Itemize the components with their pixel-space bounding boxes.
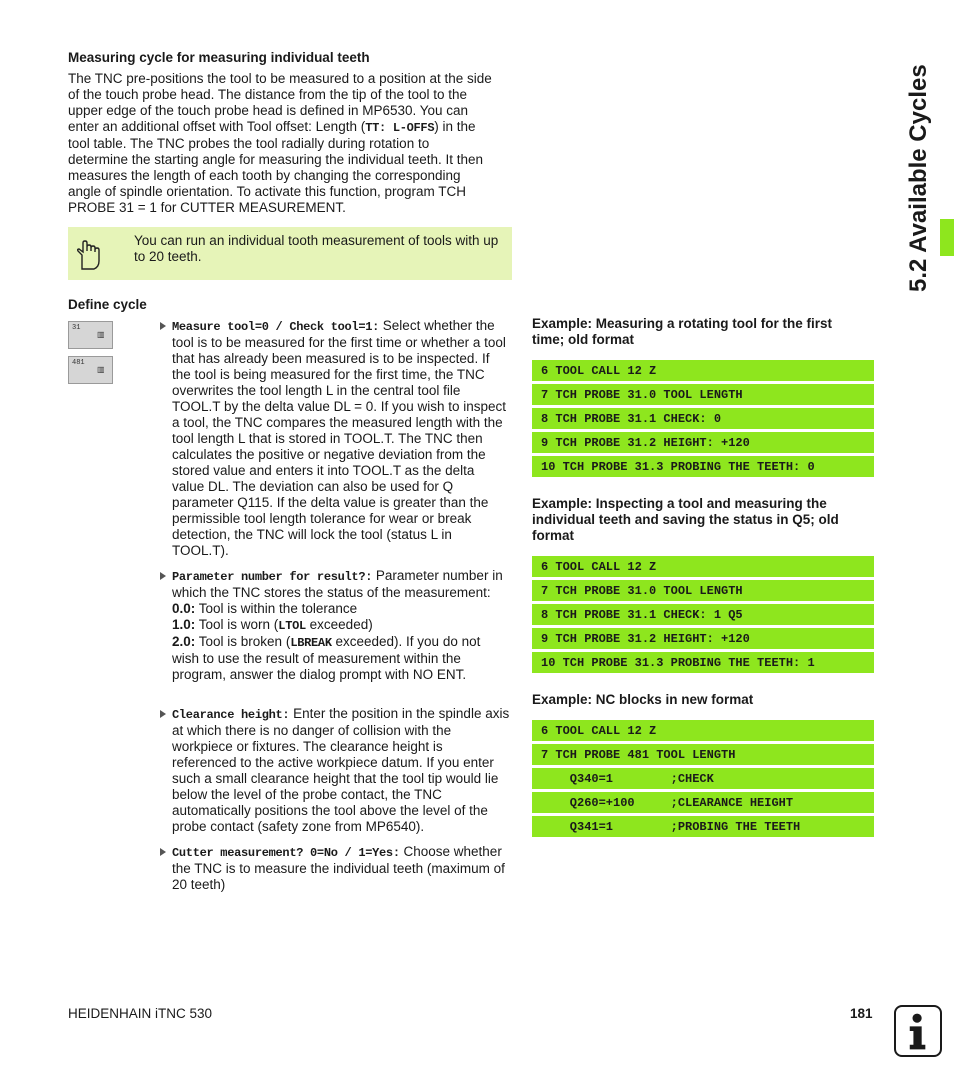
intro-inline-code: TT: L-OFFS: [365, 121, 435, 135]
result-text: Tool is within the tolerance: [195, 601, 358, 616]
intro-line: The TNC pre-positions the tool to be measured to a position at the side: [68, 71, 492, 86]
param-label: Parameter number for result?:: [172, 570, 373, 584]
result-text: Tool is worn (: [195, 617, 279, 632]
code-line: 7 TCH PROBE 481 TOOL LENGTH: [532, 744, 874, 765]
footer-publisher: HEIDENHAIN iTNC 530: [68, 1006, 213, 1021]
param-result-number: [160, 568, 510, 683]
result-text: Tool is broken (: [195, 634, 291, 649]
code-line: 10 TCH PROBE 31.3 PROBING THE TEETH: 1: [532, 652, 874, 673]
note-box: [68, 227, 512, 280]
code-line: 6 TOOL CALL 12 Z: [532, 720, 874, 741]
chapter-title-text: 5.2 Available Cycles: [905, 64, 932, 292]
code-line: 6 TOOL CALL 12 Z: [532, 556, 874, 577]
intro-line: of the touch probe head. The distance from the tip of the tool to the: [68, 87, 468, 102]
param-clearance-height: [160, 706, 510, 835]
example-heading: Example: NC blocks in new format: [532, 692, 754, 707]
param-desc: Choose whether the TNC is to measure the individual teeth (maximum of 20 teeth): [172, 844, 505, 892]
code-line: 6 TOOL CALL 12 Z: [532, 360, 874, 381]
code-line: 8 TCH PROBE 31.1 CHECK: 0: [532, 408, 874, 429]
result-text: exceeded): [305, 617, 373, 632]
intro-line: [68, 119, 513, 136]
probe-icon: ▥: [97, 365, 105, 374]
softkey-label: 31: [72, 324, 81, 332]
define-cycle-heading: Define cycle: [68, 297, 147, 312]
code-line: 9 TCH PROBE 31.2 HEIGHT: +120: [532, 432, 874, 453]
arrow-right-icon: [160, 710, 166, 718]
cycle-481-softkey[interactable]: [68, 356, 113, 384]
param-desc: Enter the position in the spindle axis at which there is no danger of collision with the workpiece or fixtures. The clearance height is referenced to the active workpiece datum. If you enter such a small clearance height that the tool tip would lie below the level of the probe contact, the TNC automatically positions the tool above the level of the probe contact (safety zone from MP6540).: [172, 706, 510, 834]
info-icon: [894, 1005, 942, 1057]
example-heading: Example: Measuring a rotating tool for the first time; old format: [532, 316, 833, 347]
param-label: Cutter measurement? 0=No / 1=Yes:: [172, 846, 400, 860]
result-code: LTOL: [278, 619, 306, 633]
intro-line: angle of spindle orientation. To activate this function, program TCH: [68, 184, 466, 199]
intro-line: determine the starting angle for measuring the individual teeth. It then: [68, 152, 483, 167]
code-block: [532, 556, 874, 676]
param-label: Measure tool=0 / Check tool=1:: [172, 320, 380, 334]
param-measure-check: [160, 318, 510, 559]
result-item: [172, 634, 510, 683]
code-line: Q341=1 ;PROBING THE TEETH: [532, 816, 874, 837]
result-item: [172, 617, 510, 634]
intro-line: upper edge of the touch probe head is defined in MP6530. You can: [68, 103, 469, 118]
intro-text: ) in the: [434, 119, 476, 134]
result-key: 1.0:: [172, 617, 196, 632]
param-desc: Select whether the tool is to be measured for the first time or whether a tool that has already been measured is to be inspected. If the tool is being measured for the first time, the TNC overwrites the tool length L in the central tool file TOOL.T by the delta value DL = 0. If you wish to inspect a tool, the TNC compares the measured length with the tool length L that is stored in TOOL.T. The TNC then calculates the positive or negative deviation from the stored value and enters it into TOOL.T as the delta value DL. The deviation can also be used for Q parameter Q115. If the delta value is greater than the permissible tool length tolerance for wear or break detection, the TNC will lock the tool (status L in TOOL.T).: [172, 318, 507, 558]
arrow-right-icon: [160, 322, 166, 330]
arrow-right-icon: [160, 572, 166, 580]
intro-line: PROBE 31 = 1 for CUTTER MEASUREMENT.: [68, 200, 346, 215]
code-line: Q260=+100 ;CLEARANCE HEIGHT: [532, 792, 874, 813]
cycle-31-softkey[interactable]: [68, 321, 113, 349]
param-label: Clearance height:: [172, 708, 290, 722]
intro-line: measures the length of each tooth by changing the corresponding: [68, 168, 461, 183]
intro-text: enter an additional offset with Tool offset: Length (: [68, 119, 366, 134]
code-block: [532, 360, 874, 480]
chapter-side-title: [876, 60, 946, 300]
result-code: LBREAK: [290, 636, 332, 650]
arrow-right-icon: [160, 848, 166, 856]
hand-pointer-icon: [74, 239, 102, 271]
intro-paragraph: [68, 71, 513, 216]
page-number: 181: [850, 1006, 873, 1021]
code-line: 9 TCH PROBE 31.2 HEIGHT: +120: [532, 628, 874, 649]
result-item: [172, 601, 510, 617]
intro-line: tool table. The TNC probes the tool radially during rotation to: [68, 136, 430, 151]
section-heading: Measuring cycle for measuring individual teeth: [68, 50, 370, 65]
param-desc: Parameter number in which the TNC stores the status of the measurement:: [172, 568, 503, 600]
example-heading: Example: Inspecting a tool and measuring the individual teeth and saving the status in Q5; old format: [532, 496, 839, 543]
code-block: [532, 720, 874, 840]
softkey-label: 481: [72, 359, 85, 367]
result-text: exceeded). If you do not wish to use the result of measurement within the program, answer the dialog prompt with NO ENT.: [172, 634, 481, 682]
code-line: 8 TCH PROBE 31.1 CHECK: 1 Q5: [532, 604, 874, 625]
note-text: You can run an individual tooth measurement of tools with up to 20 teeth.: [134, 233, 499, 264]
result-key: 2.0:: [172, 634, 196, 649]
code-line: Q340=1 ;CHECK: [532, 768, 874, 789]
code-line: 7 TCH PROBE 31.0 TOOL LENGTH: [532, 580, 874, 601]
result-key: 0.0:: [172, 601, 196, 616]
code-line: 7 TCH PROBE 31.0 TOOL LENGTH: [532, 384, 874, 405]
probe-icon: ▥: [97, 330, 105, 339]
code-line: 10 TCH PROBE 31.3 PROBING THE TEETH: 0: [532, 456, 874, 477]
param-cutter-measurement: [160, 844, 510, 893]
